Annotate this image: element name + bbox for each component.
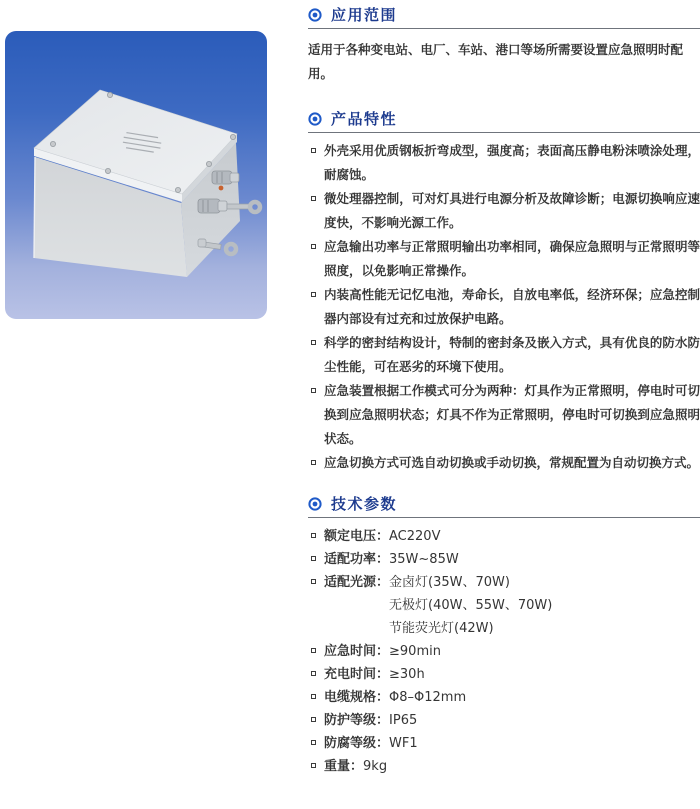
spec-value-extra: 无极灯(40W、55W、70W) bbox=[389, 598, 553, 613]
spec-label: 防腐等级： bbox=[324, 736, 390, 751]
feature-item bbox=[308, 187, 700, 235]
square-bullet-icon bbox=[311, 244, 316, 249]
spec-label: 额定电压： bbox=[324, 529, 390, 544]
feature-text: 外壳采用优质钢板折弯成型，强度高；表面高压静电粉沫喷涂处理，耐腐蚀。 bbox=[324, 143, 700, 182]
section-divider bbox=[308, 132, 700, 133]
square-bullet-icon bbox=[311, 740, 316, 745]
spec-label: 充电时间： bbox=[324, 667, 390, 682]
box-edge-highlight bbox=[34, 157, 35, 258]
double-circle-icon bbox=[308, 8, 322, 22]
square-bullet-icon bbox=[311, 694, 316, 699]
feature-text: 应急装置根据工作模式可分为两种：灯具作为正常照明，停电时可切换到应急照明状态；灯具不作为正常照明，停电时可切换到应急照明状态。 bbox=[324, 383, 700, 446]
feature-item bbox=[308, 283, 700, 331]
spec-label: 适配功率： bbox=[324, 552, 390, 567]
feature-item bbox=[308, 235, 700, 283]
section-title-features: 产品特性 bbox=[331, 110, 398, 128]
square-bullet-icon bbox=[311, 340, 316, 345]
spec-row-charge-time bbox=[308, 663, 700, 686]
square-bullet-icon bbox=[311, 671, 316, 676]
spec-value: Φ8–Φ12mm bbox=[389, 690, 467, 705]
feature-list bbox=[308, 139, 700, 475]
spec-row-weight bbox=[308, 755, 700, 778]
content-column bbox=[308, 0, 700, 778]
spec-row-cable-size bbox=[308, 686, 700, 709]
application-text: 适用于各种变电站、电厂、车站、港口等场所需要设置应急照明时配用。 bbox=[308, 42, 684, 81]
square-bullet-icon bbox=[311, 460, 316, 465]
spec-value: ≥90min bbox=[389, 644, 441, 659]
section-divider bbox=[308, 517, 700, 518]
spec-value: ≥30h bbox=[389, 667, 425, 682]
spec-list bbox=[308, 525, 700, 778]
spec-label: 应急时间： bbox=[324, 644, 390, 659]
square-bullet-icon bbox=[311, 579, 316, 584]
feature-item bbox=[308, 379, 700, 451]
feature-text: 内装高性能无记忆电池，寿命长，自放电率低，经济环保；应急控制器内部设有过充和过放保护电路。 bbox=[324, 287, 700, 326]
square-bullet-icon bbox=[311, 388, 316, 393]
spec-label: 电缆规格： bbox=[324, 690, 390, 705]
spec-value: 35W~85W bbox=[389, 552, 459, 567]
spec-value: 9kg bbox=[363, 759, 388, 774]
feature-item bbox=[308, 451, 700, 475]
section-title-application: 应用范围 bbox=[331, 6, 398, 24]
feature-text: 科学的密封结构设计，特制的密封条及嵌入方式，具有优良的防水防尘性能，可在恶劣的环境下使用。 bbox=[324, 335, 700, 374]
section-title-specs: 技术参数 bbox=[331, 495, 398, 513]
spec-value: WF1 bbox=[389, 736, 418, 751]
section-divider bbox=[308, 28, 700, 29]
enclosure-box-illustration bbox=[5, 31, 267, 319]
section-header bbox=[308, 5, 700, 25]
spec-label: 适配光源： bbox=[324, 575, 390, 590]
square-bullet-icon bbox=[311, 533, 316, 538]
feature-item bbox=[308, 139, 700, 187]
spec-row-ip-rating bbox=[308, 709, 700, 732]
section-application bbox=[308, 5, 700, 86]
section-specs bbox=[308, 494, 700, 778]
spec-label: 重量： bbox=[324, 759, 364, 774]
product-photo bbox=[5, 31, 267, 319]
spec-row-light-sources bbox=[308, 571, 700, 594]
feature-text: 应急输出功率与正常照明输出功率相同，确保应急照明与正常照明等照度，以免影响正常操作。 bbox=[324, 239, 700, 278]
spec-row-rated-voltage bbox=[308, 525, 700, 548]
spec-row-power-range bbox=[308, 548, 700, 571]
mounting-lug-ring bbox=[250, 202, 260, 212]
square-bullet-icon bbox=[311, 196, 316, 201]
square-bullet-icon bbox=[311, 717, 316, 722]
square-bullet-icon bbox=[311, 292, 316, 297]
mounting-rod bbox=[227, 204, 249, 209]
spec-value: 金卤灯(35W、70W) bbox=[389, 575, 510, 590]
double-circle-icon bbox=[308, 497, 322, 511]
square-bullet-icon bbox=[311, 556, 316, 561]
feature-item bbox=[308, 331, 700, 379]
spec-row-corrosion-rating bbox=[308, 732, 700, 755]
section-features bbox=[308, 109, 700, 475]
orange-seal-dot bbox=[219, 186, 224, 191]
square-bullet-icon bbox=[311, 648, 316, 653]
square-bullet-icon bbox=[311, 763, 316, 768]
section-header bbox=[308, 109, 700, 129]
spec-value-extra: 节能荧光灯(42W) bbox=[389, 621, 494, 636]
spec-label: 防护等级： bbox=[324, 713, 390, 728]
spec-row-emergency-time bbox=[308, 640, 700, 663]
spec-value: AC220V bbox=[389, 529, 441, 544]
double-circle-icon bbox=[308, 112, 322, 126]
feature-text: 微处理器控制，可对灯具进行电源分析及故障诊断；电源切换响应速度快，不影响光源工作。 bbox=[324, 191, 700, 230]
square-bullet-icon bbox=[311, 148, 316, 153]
spec-value: IP65 bbox=[389, 713, 418, 728]
feature-text: 应急切换方式可选自动切换或手动切换，常规配置为自动切换方式。 bbox=[324, 455, 700, 470]
section-header bbox=[308, 494, 700, 514]
